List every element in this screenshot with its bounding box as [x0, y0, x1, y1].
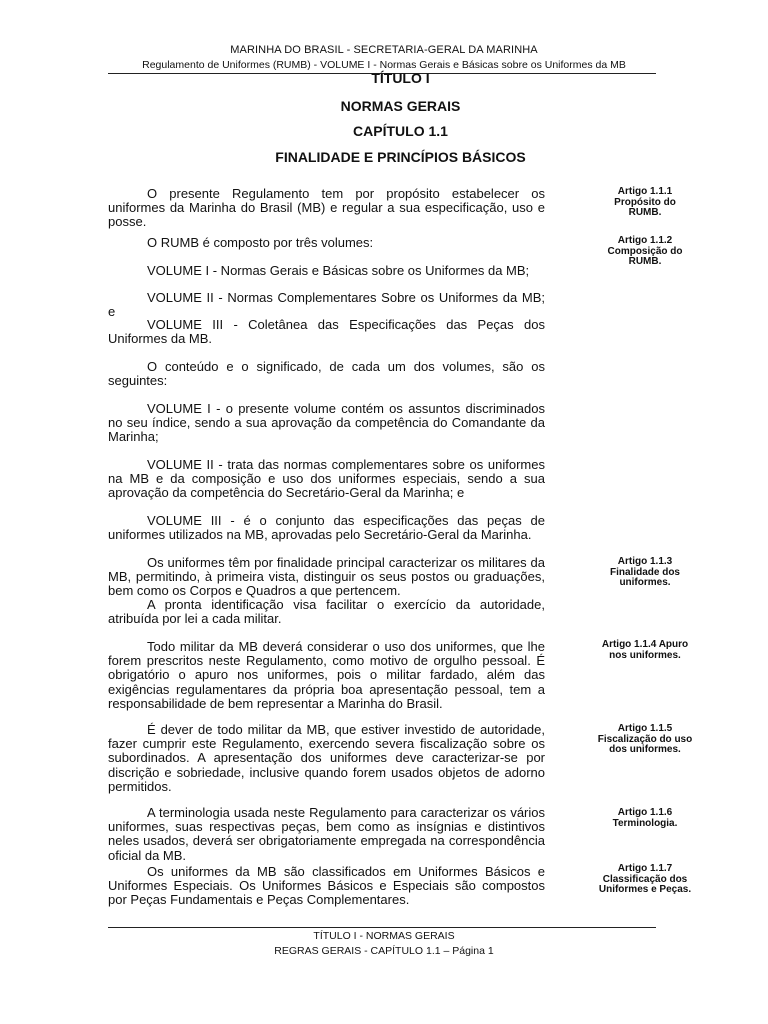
paragraph-conteudo: O conteúdo e o significado, de cada um dos volumes, são os seguintes: — [108, 359, 545, 389]
paragraph-identificacao: A pronta identificação visa facilitar o exercício da autoridade, atribuída por lei a cada militar. — [108, 597, 545, 627]
paragraph-volume-3: VOLUME III - Coletânea das Especificações das Peças dos Uniformes da MB. — [108, 317, 545, 347]
running-header-org: MARINHA DO BRASIL - SECRETARIA-GERAL DA MARINHA — [230, 44, 538, 56]
paragraph-proposito: O presente Regulamento tem por propósito estabelecer os uniformes da Marinha do Brasil (MB) e regular a sua especificação, uso e posse. — [108, 186, 545, 230]
paragraph-composicao: O RUMB é composto por três volumes: — [147, 235, 374, 250]
paragraph-volume-1: VOLUME I - Normas Gerais e Básicas sobre os Uniformes da MB; — [147, 263, 530, 278]
title-finalidade: FINALIDADE E PRINCÍPIOS BÁSICOS — [275, 149, 526, 165]
title-normas-gerais: NORMAS GERAIS — [340, 98, 461, 114]
paragraph-fiscalizacao: É dever de todo militar da MB, que estiver investido de autoridade, fazer cumprir este Regulamento, exercendo severa fiscalização sobre os subordinados. A apresentação dos uniformes deve caracterizar-se por discrição e sobriedade, inclusive quando forem usados objetos de adorno permitidos. — [108, 722, 545, 794]
margin-note-artigo-1-1-3: Artigo 1.1.3 Finalidade dos uniformes. — [609, 556, 680, 589]
paragraph-volume-1-desc: VOLUME I - o presente volume contém os assuntos discriminados no seu índice, sendo a sua aprovação da competência do Comandante da Marinha; — [108, 401, 545, 445]
paragraph-finalidade: Os uniformes têm por finalidade principal caracterizar os militares da MB, permitindo, à primeira vista, distinguir os seus postos ou graduações, bem como os Corpos e Quadros a que pertencem. — [108, 555, 545, 599]
margin-note-artigo-1-1-5: Artigo 1.1.5 Fiscalização do uso dos uniformes. — [597, 723, 693, 756]
running-footer-titulo: TÍTULO I - NORMAS GERAIS — [313, 930, 455, 942]
paragraph-classificacao: Os uniformes da MB são classificados em Uniformes Básicos e Uniformes Especiais. Os Uniformes Básicos e Especiais são compostos por Peças Fundamentais e Peças Complementares. — [108, 864, 545, 908]
running-footer-pagina: REGRAS GERAIS - CAPÍTULO 1.1 – Página 1 — [274, 945, 494, 957]
margin-note-artigo-1-1-4: Artigo 1.1.4 Apuro nos uniformes. — [601, 639, 689, 661]
paragraph-apuro: Todo militar da MB deverá considerar o uso dos uniformes, que lhe forem prescritos neste Regulamento, como motivo de orgulho pessoal. É obrigatório o apuro nos uniformes, pois o militar fardado, além das exigências regulamentares da própria boa apresentação pessoal, tem a responsabilidade de bem representar a Marinha do Brasil. — [108, 639, 545, 711]
margin-note-artigo-1-1-6: Artigo 1.1.6 Terminologia. — [612, 807, 678, 829]
paragraph-volume-2-desc: VOLUME II - trata das normas complementares sobre os uniformes na MB e da composição e uso dos uniformes especiais, sendo a sua aprovação da competência do Secretário-Geral da Marinha; e — [108, 457, 545, 501]
margin-note-artigo-1-1-1: Artigo 1.1.1 Propósito do RUMB. — [614, 186, 676, 219]
title-capitulo: CAPÍTULO 1.1 — [353, 123, 448, 139]
margin-note-artigo-1-1-2: Artigo 1.1.2 Composição do RUMB. — [607, 235, 683, 268]
running-header-document: Regulamento de Uniformes (RUMB) - VOLUME I - Normas Gerais e Básicas sobre os Uniformes da MB — [142, 59, 626, 71]
title-titulo: TÍTULO I — [371, 70, 430, 86]
footer-rule — [108, 927, 656, 928]
paragraph-volume-3-desc: VOLUME III - é o conjunto das especificações das peças de uniformes utilizados na MB, aprovadas pelo Secretário-Geral da Marinha. — [108, 513, 545, 543]
paragraph-volume-2: VOLUME II - Normas Complementares Sobre os Uniformes da MB; e — [108, 290, 545, 320]
paragraph-terminologia: A terminologia usada neste Regulamento para caracterizar os vários uniformes, suas respectivas peças, bem como as insígnias e distintivos neles usados, deverá ser obrigatoriamente empregada na correspondência oficial da MB. — [108, 805, 545, 863]
margin-note-artigo-1-1-7: Artigo 1.1.7 Classificação dos Uniformes e Peças. — [598, 863, 692, 896]
